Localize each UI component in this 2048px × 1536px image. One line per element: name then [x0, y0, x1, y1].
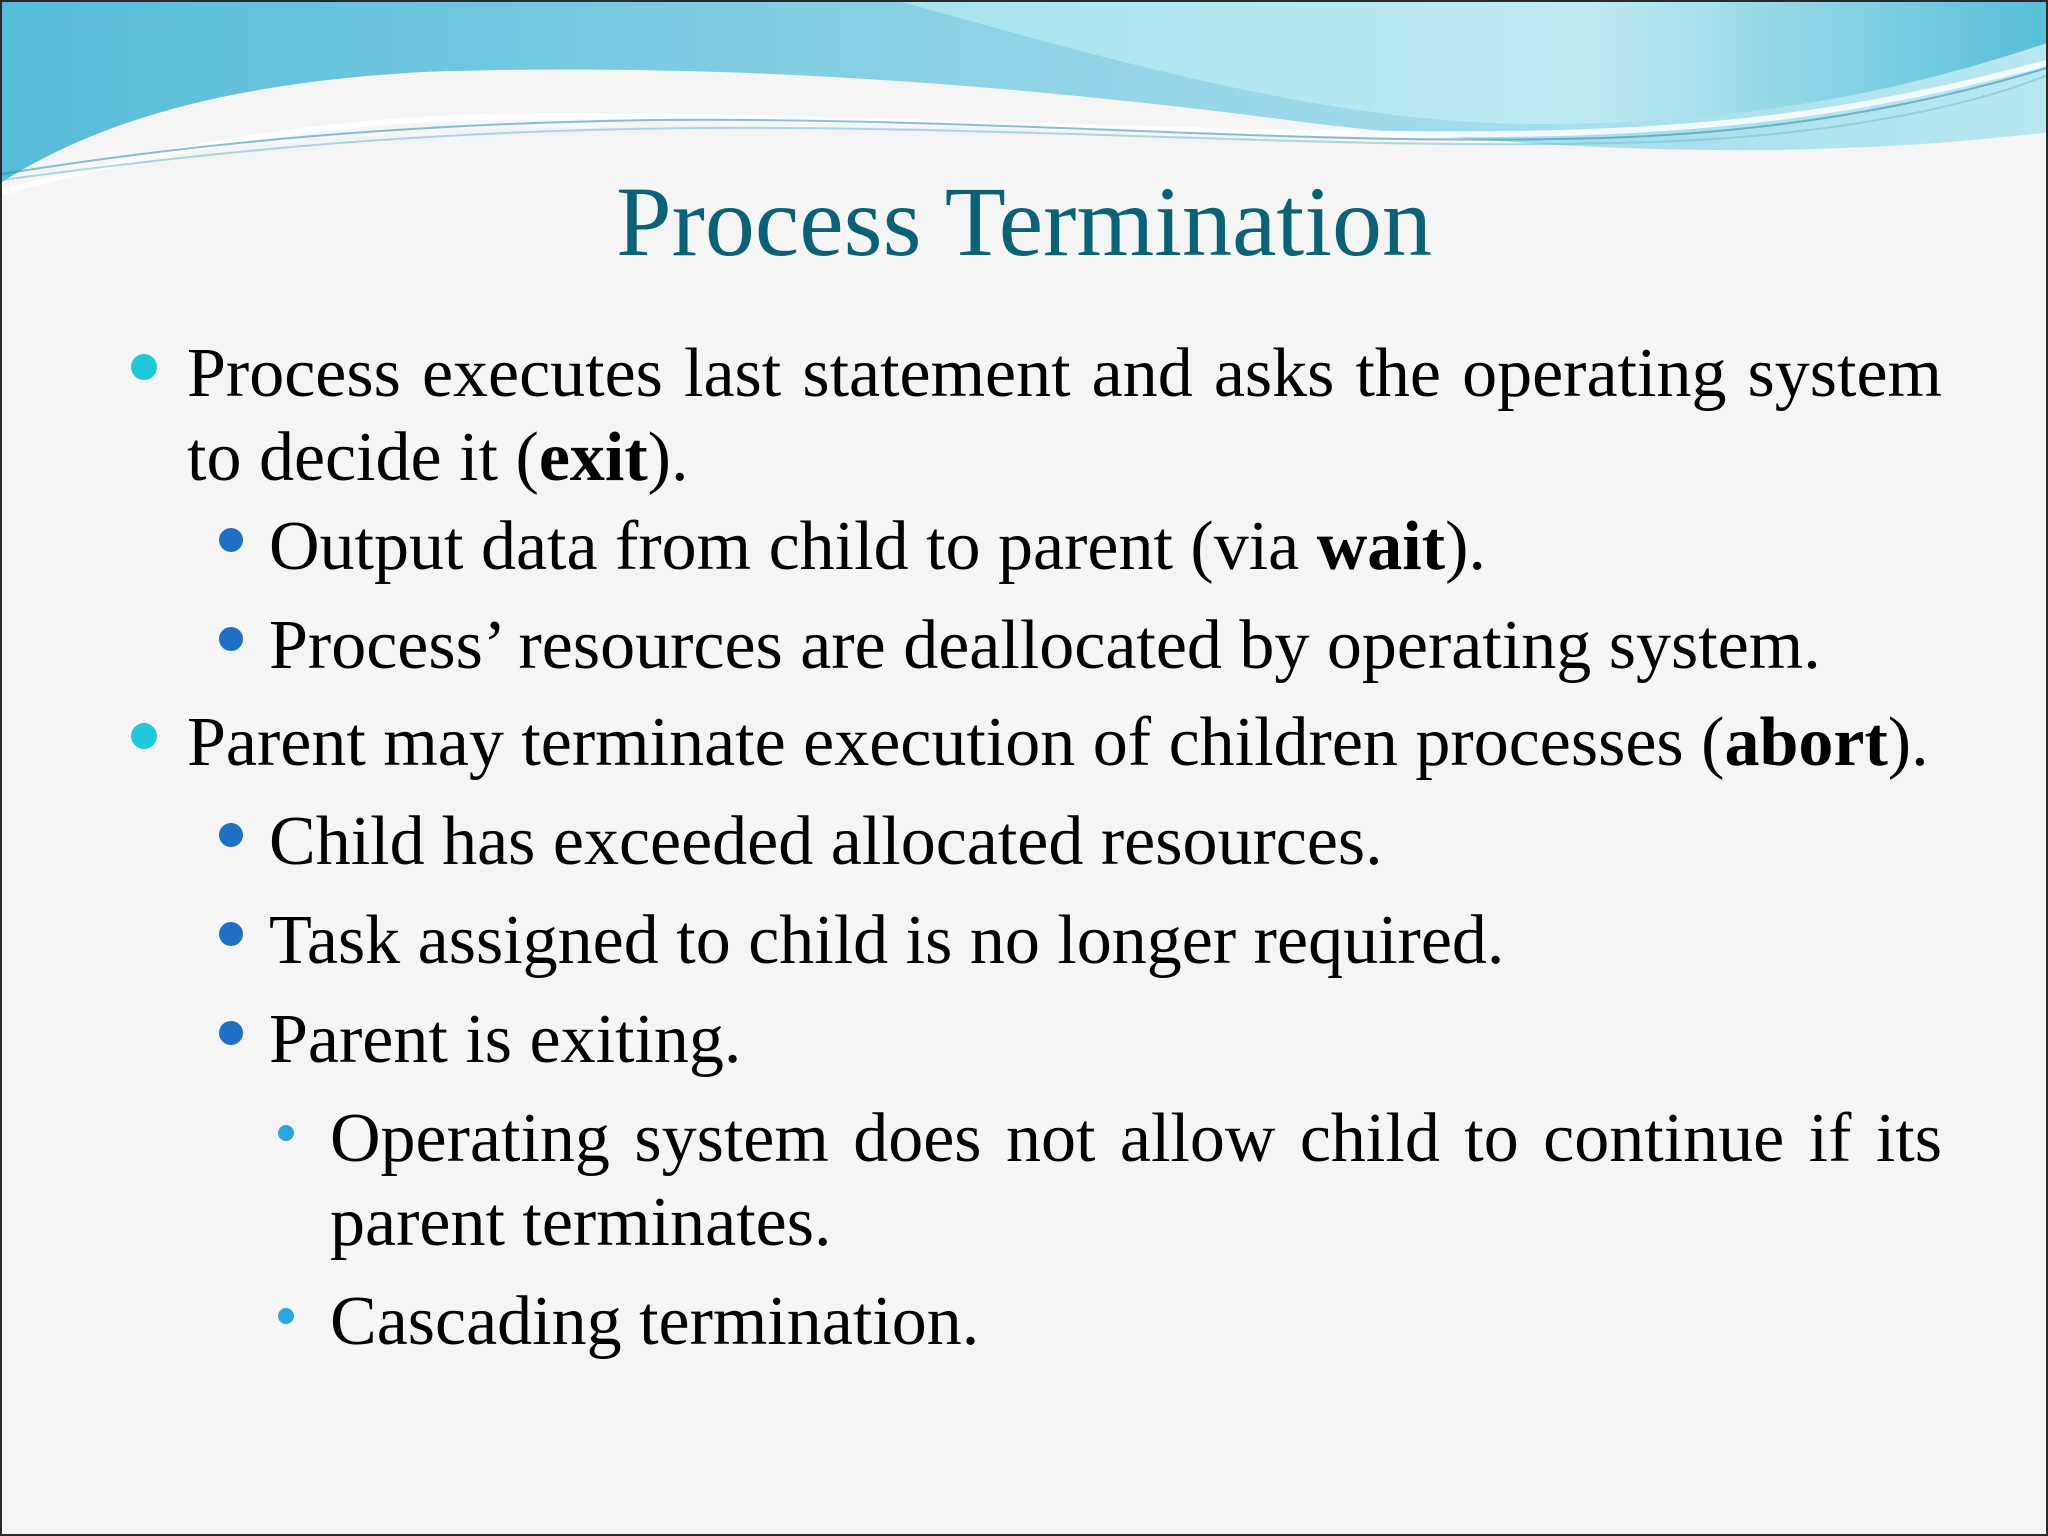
bullet-dot-icon [219, 1021, 243, 1045]
bullet-text: Cascading termination. [330, 1283, 980, 1360]
bullet-item [269, 899, 1942, 983]
bullet-dot-icon [278, 1308, 294, 1324]
bullet-item [330, 1280, 1942, 1364]
bullet-item [330, 1097, 1942, 1265]
bullet-dot-icon [131, 723, 157, 749]
bullet-text: Parent is exiting. [269, 1001, 742, 1078]
bullet-item [269, 604, 1942, 688]
bullet-dot-icon [278, 1125, 294, 1141]
bullet-text: Process’ resources are deallocated by operating system. [269, 607, 1821, 684]
bullet-text: Parent may terminate execution of children processes (abort). [187, 704, 1929, 781]
bullet-dot-icon [219, 627, 243, 651]
bullet-item [187, 701, 1942, 785]
bullet-item [187, 332, 1942, 500]
bullet-item [269, 998, 1942, 1082]
bullet-dot-icon [219, 823, 243, 847]
bullet-dot-icon [219, 922, 243, 946]
bullet-text: Process executes last statement and asks the operating system to decide it (exit). [187, 335, 1942, 496]
bullet-text: Output data from child to parent (via wait). [269, 508, 1486, 585]
bullet-text: Child has exceeded allocated resources. [269, 803, 1383, 880]
bullet-item [269, 505, 1942, 589]
bullet-item [269, 800, 1942, 884]
bullet-text: Operating system does not allow child to continue if its parent terminates. [330, 1100, 1942, 1261]
bullet-dot-icon [219, 528, 243, 552]
bullet-dot-icon [131, 354, 157, 380]
bullet-text: Task assigned to child is no longer required. [269, 902, 1505, 979]
slide-title: Process Termination [615, 166, 1432, 277]
